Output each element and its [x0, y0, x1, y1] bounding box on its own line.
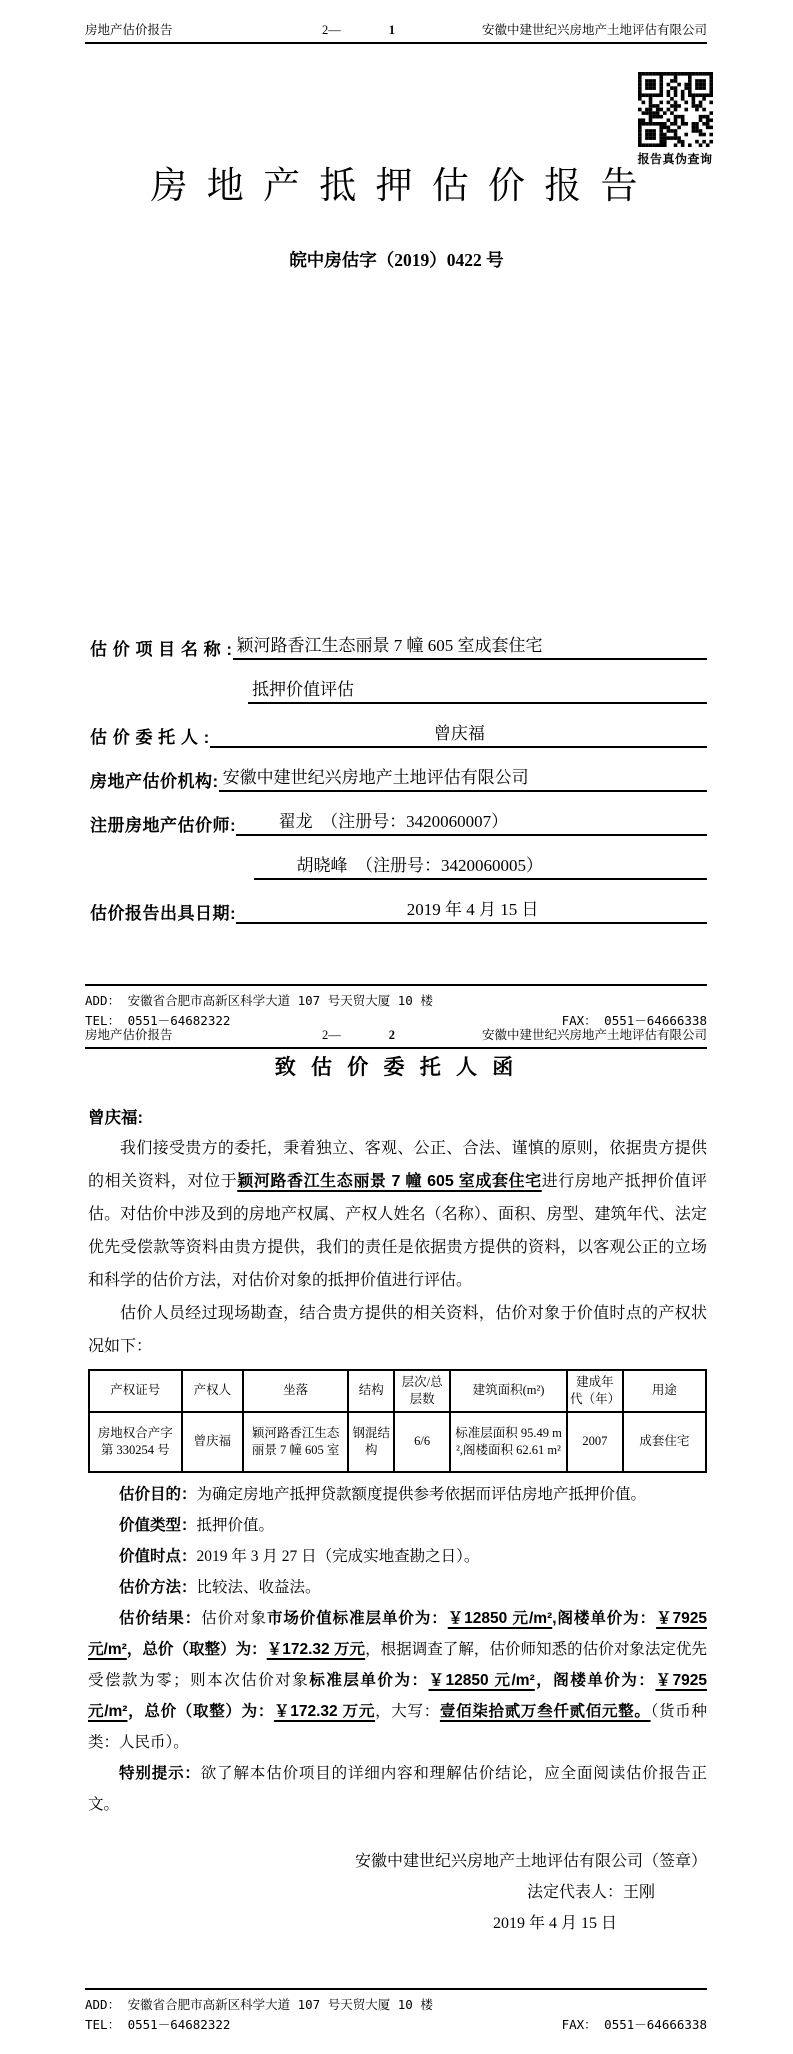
cell-year-built: 2007 — [567, 1412, 623, 1472]
paragraph-result: 估价结果：估价对象市场价值标准层单价为：￥12850 元/m²,阁楼单价为：￥7925 元/m²，总价（取整）为：￥172.32 万元，根据调查了解，估价师知悉的估价对象法定优先受偿款为零；则本次估价对象标准层单价为：￥12850 元/m²，阁楼单价为：￥7925 元/m²，总价（取整）为：￥172.32 万元，大写：壹佰柒拾贰万叁仟贰佰元整。（货币种类：人民币）。 — [88, 1610, 707, 1751]
col-use: 用途 — [623, 1370, 706, 1412]
form-row-project — [90, 628, 707, 660]
paragraph-commission: 我们接受贵方的委托，秉着独立、客观、公正、合法、谨慎的原则，依据贵方提供的相关资料，对位于颖河路香江生态丽景 7 幢 605 室成套住宅进行房地产抵押价值评估。对估价中涉及到的房地产权属、产权人姓名（名称）、面积、房型、建筑年代、法定优先受偿款等资料由贵方提供，我们的责任是依据贵方提供的资料，以客观公正的立场和科学的估价方法，对估价对象的抵押价值进行评估。 — [88, 1140, 707, 1289]
item-method-label: 估价方法： — [119, 1579, 197, 1596]
form-row-appraiser-1 — [90, 804, 707, 836]
footer-address: ADD： 安徽省合肥市高新区科学大道 107 号天贸大厦 10 楼 — [85, 993, 433, 1008]
cell-use: 成套住宅 — [623, 1412, 706, 1472]
issue-date-label: 估价报告出具日期: — [90, 904, 237, 923]
paragraph-survey: 估价人员经过现场勘查，结合贵方提供的相关资料，估价对象于价值时点的产权状况如下： — [88, 1305, 707, 1355]
col-owner: 产权人 — [182, 1370, 244, 1412]
footer-fax: FAX： 0551－64666338 — [561, 1013, 707, 1028]
qr-code — [638, 72, 713, 147]
cell-structure: 钢混结构 — [348, 1412, 394, 1472]
item-value-type — [88, 1510, 707, 1541]
signature-company: 安徽中建世纪兴房地产土地评估有限公司（签章） — [354, 1853, 707, 1870]
form-row-appraiser-2 — [90, 848, 707, 880]
item-purpose-label: 估价目的： — [119, 1486, 197, 1503]
footer-address: ADD： 安徽省合肥市高新区科学大道 107 号天贸大厦 10 楼 — [85, 1997, 433, 2012]
appraiser-label: 注册房地产估价师: — [90, 816, 237, 835]
footer-tel: TEL： 0551－64682322 — [85, 1013, 231, 1028]
appraiser-1-value: 翟龙 （注册号：3420060007） — [236, 807, 707, 836]
client-label: 估 价 委 托 人 : — [90, 728, 210, 747]
cell-owner: 曾庆福 — [182, 1412, 244, 1472]
project-name-value: 颖河路香江生态丽景 7 幢 605 室成套住宅 — [233, 631, 708, 660]
header-page-number: 1 — [388, 23, 395, 37]
header-page-indicator — [235, 23, 482, 38]
header-doc-type: 房地产估价报告 — [85, 23, 173, 37]
footer-tel: TEL： 0551－64682322 — [85, 2017, 231, 2032]
letter-body — [88, 1104, 707, 1939]
col-year-built: 建成年代（年） — [567, 1370, 623, 1412]
item-purpose-text: 为确定房地产抵押贷款额度提供参考依据而评估房地产抵押价值。 — [196, 1486, 647, 1503]
qr-caption: 报告真伪查询 — [637, 152, 713, 166]
client-value: 曾庆福 — [210, 719, 707, 748]
header-page-marker: 2— — [321, 23, 341, 37]
item-method-text: 比较法、收益法。 — [196, 1579, 321, 1596]
item-value-type-text: 抵押价值。 — [196, 1517, 275, 1534]
header-company: 安徽中建世纪兴房地产土地评估有限公司 — [481, 23, 707, 37]
appraiser-2-value: 胡晓峰 （注册号：3420060005） — [254, 851, 707, 880]
header-page-number: 2 — [388, 1028, 395, 1042]
form-row-client — [90, 716, 707, 748]
document-number: 皖中房估字（2019）0422 号 — [289, 250, 504, 270]
cell-location: 颖河路香江生态丽景 7 幢 605 室 — [243, 1412, 348, 1472]
agency-label: 房地产估价机构: — [90, 772, 219, 791]
cover-form — [90, 628, 707, 936]
item-value-date — [88, 1541, 707, 1572]
cell-area: 标准层面积 95.49 m²,阁楼面积 62.61 m² — [450, 1412, 567, 1472]
cell-floor: 6/6 — [394, 1412, 450, 1472]
item-value-type-label: 价值类型： — [119, 1517, 197, 1534]
agency-value: 安徽中建世纪兴房地产土地评估有限公司 — [219, 763, 707, 792]
signature-legal-rep: 法定代表人：王刚 — [526, 1884, 655, 1901]
page2-footer — [85, 1988, 707, 2035]
qr-verification-block — [636, 72, 714, 167]
page1-header — [85, 20, 707, 44]
property-rights-table — [88, 1369, 707, 1473]
page1-footer — [85, 984, 707, 1031]
col-location: 坐落 — [243, 1370, 348, 1412]
salutation: 曾庆福: — [88, 1109, 143, 1127]
header-company: 安徽中建世纪兴房地产土地评估有限公司 — [481, 1028, 707, 1042]
project-name-label: 估 价 项 目 名 称 : — [90, 640, 233, 659]
letter-title: 致 估 价 委 托 人 函 — [274, 1055, 519, 1079]
paragraph-special-note: 特别提示：欲了解本估价项目的详细内容和理解估价结论，应全面阅读估价报告正文。 — [88, 1765, 707, 1813]
header-doc-type: 房地产估价报告 — [85, 1028, 173, 1042]
table-row — [89, 1412, 706, 1472]
col-floor: 层次/总层数 — [394, 1370, 450, 1412]
table-header-row — [89, 1370, 706, 1412]
col-area: 建筑面积(m²) — [450, 1370, 567, 1412]
item-value-date-text: 2019 年 3 月 27 日（完成实地查勘之日）。 — [196, 1548, 480, 1565]
header-page-indicator — [235, 1028, 482, 1043]
item-purpose — [88, 1479, 707, 1510]
project-name-value-2: 抵押价值评估 — [248, 675, 707, 704]
item-value-date-label: 价值时点： — [119, 1548, 197, 1565]
header-page-marker: 2— — [321, 1028, 341, 1042]
form-row-agency — [90, 760, 707, 792]
form-row-project-2 — [90, 672, 707, 704]
signature-date: 2019 年 4 月 15 日 — [492, 1915, 617, 1932]
col-structure: 结构 — [348, 1370, 394, 1412]
issue-date-value: 2019 年 4 月 15 日 — [236, 895, 707, 924]
page2-header — [85, 1025, 707, 1049]
form-row-issue-date — [90, 892, 707, 924]
footer-fax: FAX： 0551－64666338 — [561, 2017, 707, 2032]
signature-block — [88, 1846, 707, 1939]
report-title: 房 地 产 抵 押 估 价 报 告 — [150, 166, 643, 207]
col-certificate-no: 产权证号 — [89, 1370, 182, 1412]
cell-certificate-no: 房地权合产字第 330254 号 — [89, 1412, 182, 1472]
footer-tel-fax — [85, 2015, 707, 2035]
item-method — [88, 1572, 707, 1603]
